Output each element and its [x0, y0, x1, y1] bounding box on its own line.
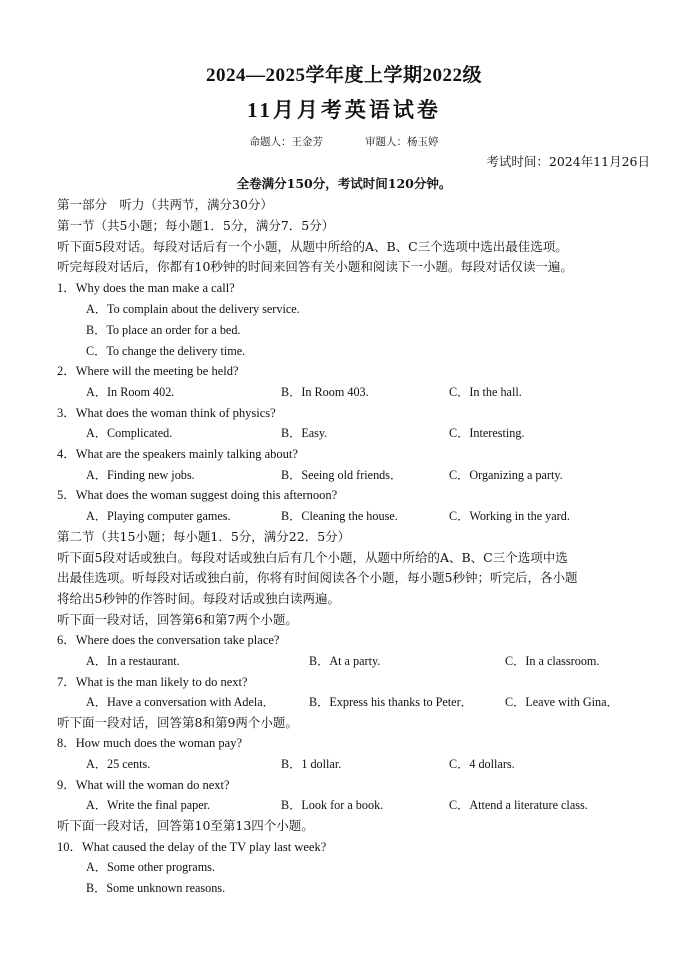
q6-option-c: C．In a classroom. [505, 654, 600, 668]
question-6: 6．Where does the conversation take place? [57, 633, 280, 647]
q2-option-b: B．In Room 403. [281, 385, 369, 399]
q4-option-c: C．Organizing a party. [449, 468, 563, 482]
authors-line [0, 134, 688, 149]
q4-option-a: A．Finding new jobs. [86, 468, 195, 482]
dialog-instruction-6-7: 听下面一段对话，回答第6和第7两个小题。 [57, 612, 298, 627]
question-9: 9．What will the woman do next? [57, 778, 230, 792]
dialog-instruction-10-13: 听下面一段对话，回答第10至第13四个小题。 [57, 818, 314, 833]
q8-option-c: C．4 dollars. [449, 757, 515, 771]
q3-option-a: A．Complicated. [86, 426, 173, 440]
q9-option-a: A．Write the final paper. [86, 798, 211, 812]
q10-option-b: B．Some unknown reasons. [86, 881, 226, 895]
q5-option-c: C．Working in the yard. [449, 509, 570, 523]
section2-title: 第二节（共15小题；每小题1．5分，满分22．5分） [57, 529, 351, 544]
reviewer-label: 审题人：杨玉婷 [365, 136, 439, 148]
q9-option-b: B．Look for a book. [281, 798, 384, 812]
question-5: 5．What does the woman suggest doing this afternoon? [57, 488, 338, 502]
q5-option-a: A．Playing computer games. [86, 509, 231, 523]
q1-option-b: B．To place an order for a bed. [86, 323, 241, 337]
part1-title: 第一部分 听力（共两节，满分30分） [57, 197, 273, 212]
q6-option-a: A．In a restaurant. [86, 654, 180, 668]
q8-option-a: A．25 cents. [86, 757, 151, 771]
q7-option-a: A．Have a conversation with Adela． [86, 695, 275, 709]
q6-option-b: B．At a party. [309, 654, 381, 668]
section1-title: 第一节（共5小题；每小题1．5分，满分7．5分） [57, 218, 335, 233]
section2-instruction-2: 出最佳选项。听每段对话或独白前，你将有时间阅读各个小题，每小题5秒钟；听完后，各小题 [57, 570, 578, 585]
question-4: 4．What are the speakers mainly talking about? [57, 447, 298, 461]
question-7: 7．What is the man likely to do next? [57, 675, 248, 689]
section1-instruction-1: 听下面5段对话。每段对话后有一个小题，从题中所给的A、B、C三个选项中选出最佳选项。 [57, 239, 568, 254]
section1-instruction-2: 听完每段对话后，你都有10秒钟的时间来回答有关小题和阅读下一小题。每段对话仅读一遍。 [57, 259, 573, 274]
q2-option-c: C．In the hall. [449, 385, 522, 399]
q4-option-b: B．Seeing old friends． [281, 468, 403, 482]
q7-option-c: C．Leave with Gina． [505, 695, 619, 709]
exam-title-line2: 11月月考英语试卷 [247, 98, 441, 122]
q5-option-b: B．Cleaning the house. [281, 509, 398, 523]
question-8: 8．How much does the woman pay? [57, 736, 243, 750]
question-10: 10．What caused the delay of the TV play last week? [57, 840, 327, 854]
q9-option-c: C．Attend a literature class. [449, 798, 588, 812]
q1-option-c: C．To change the delivery time. [86, 344, 246, 358]
q8-option-b: B．1 dollar. [281, 757, 342, 771]
section2-instruction-1: 听下面5段对话或独白。每段对话或独白后有几个小题，从题中所给的A、B、C三个选项中选 [57, 550, 568, 565]
question-1: 1．Why does the man make a call? [57, 281, 235, 295]
q7-option-b: B．Express his thanks to Peter． [309, 695, 473, 709]
question-3: 3．What does the woman think of physics? [57, 406, 276, 420]
q10-option-a: A．Some other programs. [86, 860, 215, 874]
section2-instruction-3: 将给出5秒钟的作答时间。每段对话或独白读两遍。 [57, 591, 340, 606]
q3-option-c: C．Interesting. [449, 426, 525, 440]
q2-option-a: A．In Room 402. [86, 385, 175, 399]
score-info: 全卷满分150分，考试时间120分钟。 [236, 176, 452, 191]
dialog-instruction-8-9: 听下面一段对话，回答第8和第9两个小题。 [57, 715, 298, 730]
author-label: 命题人：王金芳 [249, 136, 323, 148]
exam-title-line1: 2024—2025学年度上学期2022级 [205, 65, 482, 86]
q1-option-a: A．To complain about the delivery service. [86, 302, 300, 316]
q3-option-b: B．Easy. [281, 426, 328, 440]
exam-time: 考试时间：2024年11月26日 [486, 154, 650, 169]
question-2: 2．Where will the meeting be held? [57, 364, 239, 378]
